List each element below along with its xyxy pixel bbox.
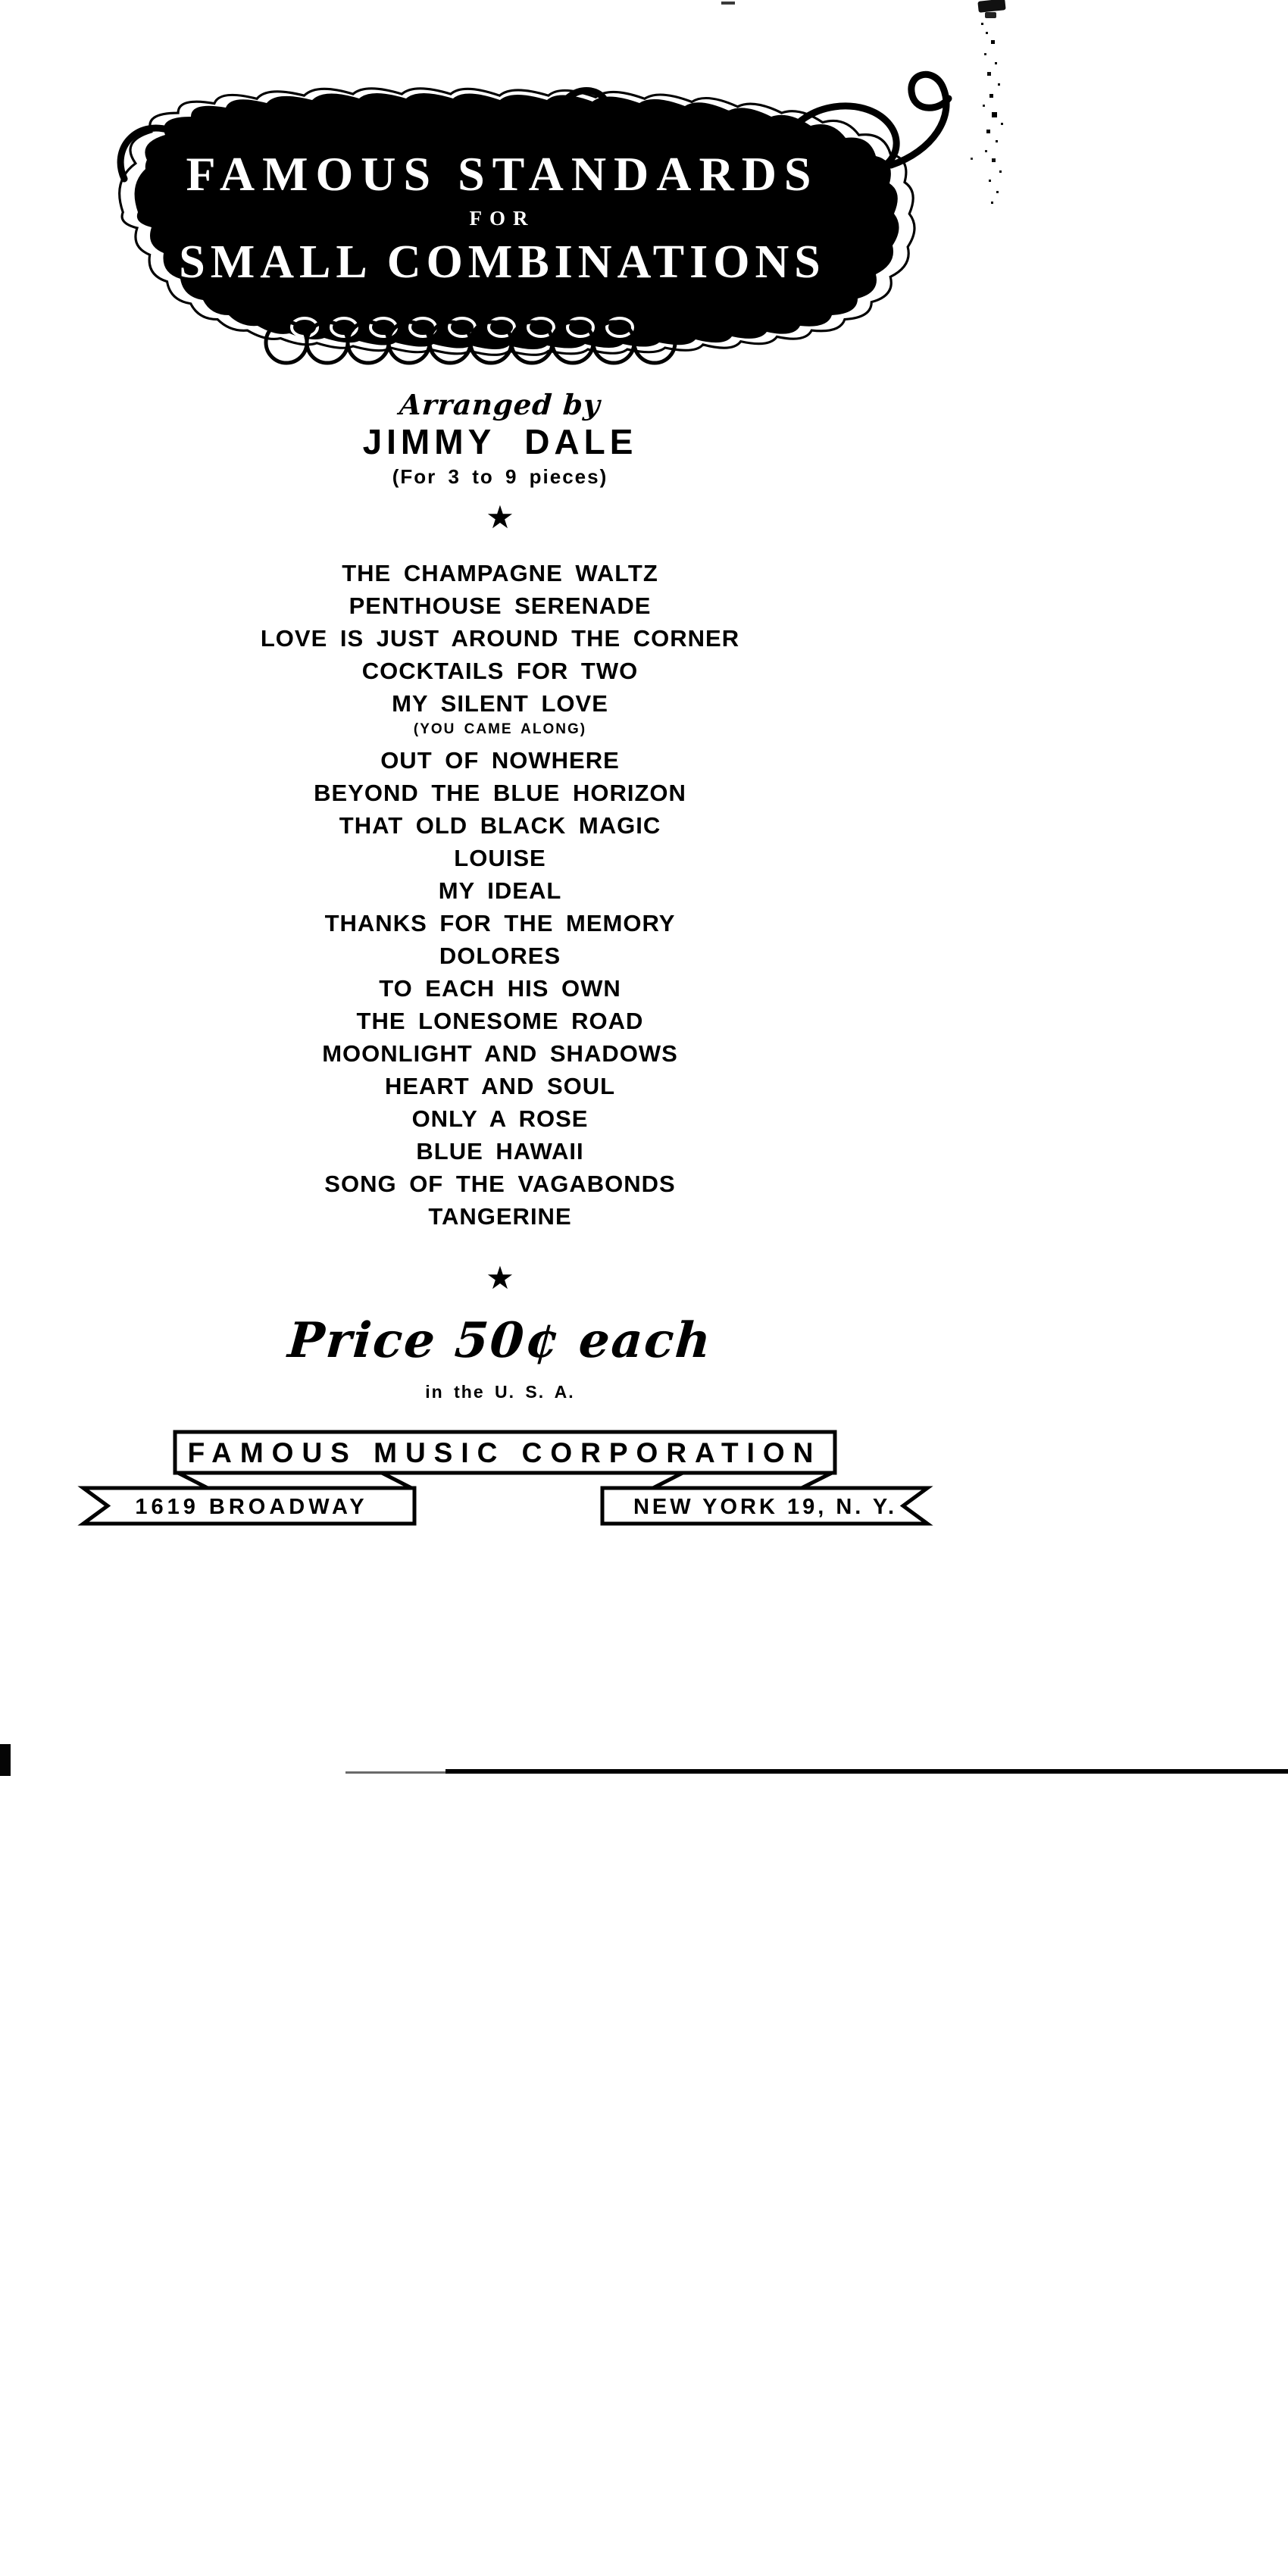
song-subtitle: (YOU CAME ALONG) bbox=[413, 721, 587, 737]
plaque-title-line1: FAMOUS STANDARDS bbox=[186, 147, 819, 201]
scan-noise-blob bbox=[985, 12, 996, 18]
song-title: HEART AND SOUL bbox=[384, 1073, 616, 1099]
scan-noise-blob bbox=[977, 0, 1005, 13]
song-title: BLUE HAWAII bbox=[416, 1138, 584, 1165]
plaque-title-line3: SMALL COMBINATIONS bbox=[179, 236, 826, 288]
scan-registration-mark bbox=[0, 1744, 11, 1776]
song-title: THAT OLD BLACK MAGIC bbox=[339, 812, 661, 839]
plaque-title-line2: FOR bbox=[469, 207, 536, 230]
publisher-city: NEW YORK 19, N. Y. bbox=[633, 1495, 898, 1519]
song-title: BEYOND THE BLUE HORIZON bbox=[314, 780, 686, 806]
song-title: SONG OF THE VAGABONDS bbox=[324, 1171, 676, 1197]
star-divider-top-icon: ★ bbox=[486, 499, 514, 535]
publisher-address: 1619 BROADWAY bbox=[135, 1495, 368, 1519]
title-plaque bbox=[106, 38, 970, 394]
song-title: MOONLIGHT AND SHADOWS bbox=[322, 1040, 678, 1067]
song-title: TO EACH HIS OWN bbox=[379, 975, 621, 1002]
song-title: DOLORES bbox=[439, 943, 561, 969]
song-list bbox=[0, 557, 1000, 1233]
song-title: ONLY A ROSE bbox=[411, 1105, 589, 1132]
song-title: PENTHOUSE SERENADE bbox=[349, 592, 652, 619]
pieces-note: (For 3 to 9 pieces) bbox=[392, 465, 608, 488]
song-title: THANKS FOR THE MEMORY bbox=[324, 910, 676, 936]
star-divider-bottom-icon: ★ bbox=[486, 1260, 514, 1296]
scan-noise-speckles bbox=[981, 23, 983, 25]
scan-line bbox=[445, 1769, 1288, 1774]
publisher-name: FAMOUS MUSIC CORPORATION bbox=[187, 1437, 822, 1468]
song-title: COCKTAILS FOR TWO bbox=[361, 658, 639, 684]
price-region: in the U. S. A. bbox=[425, 1382, 575, 1402]
arranger-name: JIMMY DALE bbox=[362, 422, 638, 461]
publisher-banner bbox=[61, 1424, 1046, 1561]
song-title: LOUISE bbox=[454, 845, 546, 871]
scan-mark-top bbox=[721, 2, 735, 5]
price-text: Price 50¢ each bbox=[286, 1312, 714, 1369]
song-title: OUT OF NOWHERE bbox=[380, 747, 620, 774]
song-title: THE CHAMPAGNE WALTZ bbox=[342, 560, 658, 586]
song-title: LOVE IS JUST AROUND THE CORNER bbox=[260, 625, 740, 652]
song-title: TANGERINE bbox=[428, 1203, 572, 1230]
song-title: MY IDEAL bbox=[438, 877, 562, 904]
song-title: THE LONESOME ROAD bbox=[356, 1008, 644, 1034]
song-title: MY SILENT LOVE bbox=[392, 690, 608, 717]
arranged-by-label: Arranged by bbox=[398, 388, 602, 421]
